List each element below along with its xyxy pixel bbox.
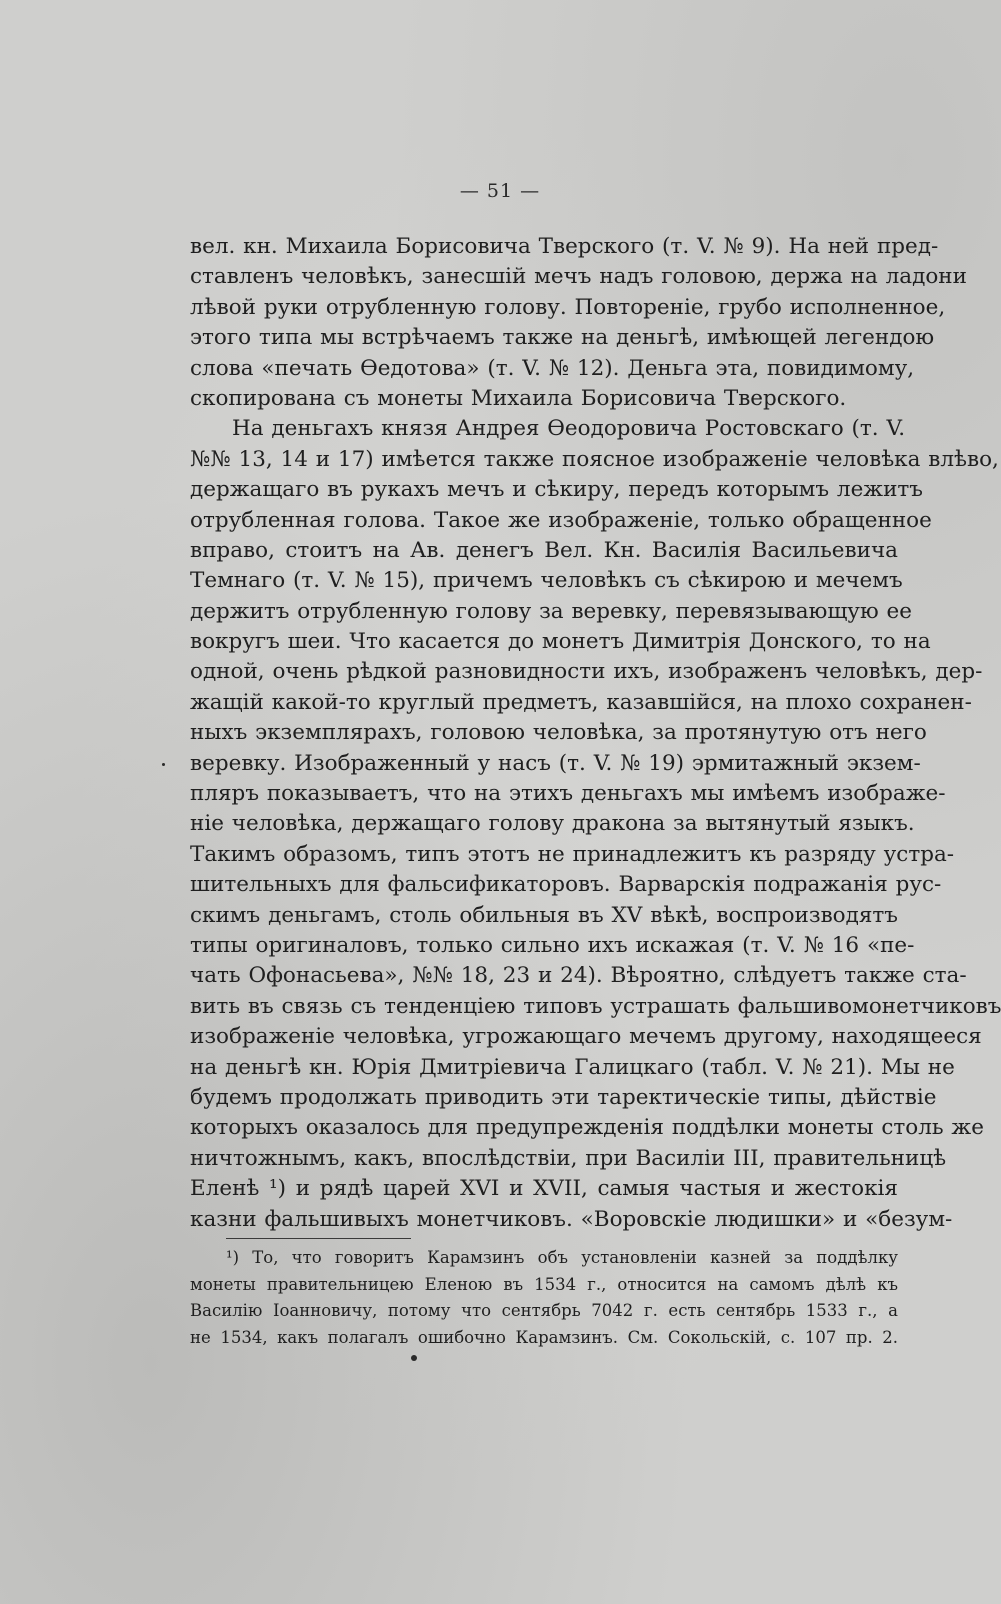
text-line: типы оригиналовъ, только сильно ихъ искажая (т. V. № 16 «пе- <box>190 932 915 958</box>
text-line: шительныхъ для фальсификаторовъ. Варварскія подражанія рус- <box>190 872 942 898</box>
text-line: пляръ показываетъ, что на этихъ деньгахъ мы имѣемъ изображе- <box>190 781 946 807</box>
text-line: скимъ деньгамъ, столь обильныя въ XV вѣкѣ, воспроизводятъ <box>190 902 898 928</box>
text-line: одной, очень рѣдкой разновидности ихъ, изображенъ человѣкъ, дер- <box>190 659 983 685</box>
footnote-line: монеты правительницею Еленою въ 1534 г., относится на самомъ дѣлѣ къ <box>190 1274 898 1294</box>
text-line: держитъ отрубленную голову за веревку, перевязывающую ее <box>190 598 912 624</box>
text-line: ставленъ человѣкъ, занесшій мечъ надъ головою, держа на ладони <box>190 264 967 290</box>
body-text <box>190 232 1001 1235</box>
text-line: будемъ продолжать приводить эти таректическіе типы, дѣйствіе <box>190 1084 937 1110</box>
footnote-line: Василію Іоанновичу, потому что сентябрь 7042 г. есть сентябрь 1533 г., а <box>190 1301 898 1320</box>
text-line: казни фальшивыхъ монетчиковъ. «Воровскіе людишки» и «безум- <box>190 1206 953 1232</box>
text-line: вправо, стоитъ на Ав. денегъ Вел. Кн. Василія Васильевича <box>190 537 898 563</box>
text-line: изображеніе человѣка, угрожающаго мечемъ другому, находящееся <box>190 1024 982 1050</box>
text-line: этого типа мы встрѣчаемъ также на деньгѣ, имѣющей легендою <box>190 325 935 351</box>
text-line: Такимъ образомъ, типъ этотъ не принадлежитъ къ разряду устра- <box>190 841 955 867</box>
footnote-line: не 1534, какъ полагалъ ошибочно Карамзинъ. См. Сокольскій, с. 107 пр. 2. <box>190 1327 898 1347</box>
footnote-separator <box>226 1238 411 1239</box>
text-line: вел. кн. Михаила Борисовича Тверского (т. V. № 9). На ней пред- <box>190 234 939 259</box>
text-line: ничтожнымъ, какъ, впослѣдствіи, при Василіи III, правительницѣ <box>190 1145 947 1171</box>
text-line: держащаго въ рукахъ мечъ и сѣкиру, передъ которымъ лежитъ <box>190 477 923 503</box>
text-line: которыхъ оказалось для предупрежденія поддѣлки монеты столь же <box>190 1115 984 1141</box>
text-line: лѣвой руки отрубленную голову. Повтореніе, грубо исполненное, <box>190 294 946 320</box>
text-line: чать Офонасьева», №№ 18, 23 и 24). Вѣроятно, слѣдуетъ также ста- <box>190 963 967 989</box>
page-number: — 51 — <box>459 180 541 202</box>
text-line: вить въ связь съ тенденціею типовъ устрашать фальшивомонетчиковъ <box>190 993 1001 1019</box>
footnote-line: ¹) То, что говоритъ Карамзинъ объ установленіи казней за поддѣлку <box>226 1248 898 1267</box>
text-line: жащій какой-то круглый предметъ, казавшійся, на плохо сохранен- <box>190 689 972 715</box>
text-line: ніе человѣка, держащаго голову дракона за вытянутый языкъ. <box>190 811 915 837</box>
text-line: слова «печать Ѳедотова» (т. V. № 12). Деньга эта, повидимому, <box>190 355 915 381</box>
ink-speck <box>162 763 165 766</box>
text-line: ныхъ экземплярахъ, головою человѣка, за протянутую отъ него <box>190 720 927 746</box>
footnote <box>190 1245 898 1351</box>
text-line: отрубленная голова. Такое же изображеніе, только обращенное <box>190 507 932 533</box>
text-line: на деньгѣ кн. Юрія Дмитріевича Галицкаго (табл. V. № 21). Мы не <box>190 1054 955 1080</box>
text-line: №№ 13, 14 и 17) имѣется также поясное изображеніе человѣка влѣво, <box>190 446 999 472</box>
text-line: На деньгахъ князя Андрея Ѳеодоровича Ростовскаго (т. V. <box>232 416 906 442</box>
text-line: скопирована съ монеты Михаила Борисовича Тверского. <box>190 385 847 411</box>
text-line: вокругъ шеи. Что касается до монетъ Димитрія Донского, то на <box>190 629 931 655</box>
text-line: Темнаго (т. V. № 15), причемъ человѣкъ съ сѣкирою и мечемъ <box>190 568 903 594</box>
text-line: Еленѣ ¹) и рядѣ царей XVI и XVII, самыя частыя и жестокія <box>190 1176 898 1202</box>
text-line: веревку. Изображенный у насъ (т. V. № 19) эрмитажный экзем- <box>190 750 921 776</box>
ink-speck <box>411 1355 417 1361</box>
